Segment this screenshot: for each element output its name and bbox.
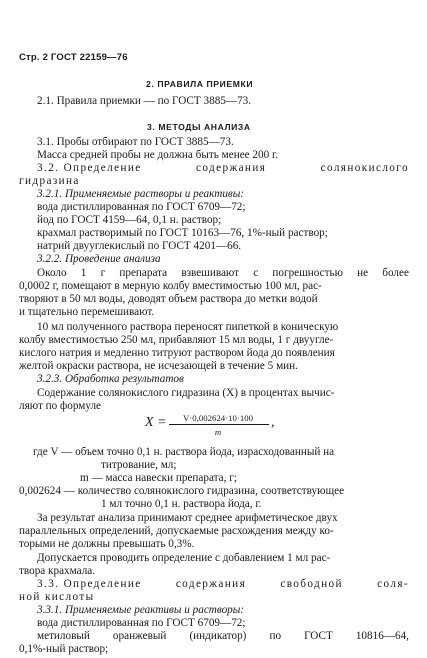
clause-3-2-word: солянокислого — [320, 161, 409, 174]
clause-3-2-title-cont: гидразина — [19, 174, 80, 187]
clause-3-2-3-title: 3.2.3. Обработка результатов — [37, 372, 184, 385]
clause-3-3-word: содержания — [175, 578, 247, 591]
word: (индикатор) — [189, 630, 247, 643]
reagent-water-2: вода дистиллированная по ГОСТ 6709—72; — [37, 617, 246, 630]
clause-3-2-1-title: 3.2.1. Применяемые растворы и реактивы: — [37, 187, 245, 200]
word: по — [269, 630, 282, 643]
formula-lhs: X = — [145, 414, 167, 430]
reagent-starch: крахмал растворимый по ГОСТ 10163—76, 1%-ный раствор; — [37, 226, 328, 239]
clause-3-3-1-title: 3.3.1. Применяемые реактивы и растворы: — [37, 604, 245, 617]
para-weighing-line-2: 0,0002 г, помещают в мерную колбу вместимостью 100 мл, рас- — [19, 279, 322, 292]
formula-denominator: m — [214, 426, 222, 437]
where-coefficient-cont: 1 мл точно 0,1 н. раствора йода, г. — [101, 498, 262, 511]
para-titration-line-4: желтой окраски раствора, не исчезающей в течение 5 мин. — [19, 359, 298, 372]
para-weighing-line-4: и тщательно перемешивают. — [19, 305, 155, 318]
word: метиловый — [37, 630, 90, 643]
reagent-methyl-orange-cont: 0,1%-ный раствор; — [19, 643, 109, 656]
clause-3-2-word: 3.2. Определение — [37, 161, 142, 174]
word: не — [357, 266, 369, 279]
clause-3-1-mass: Масса средней пробы не должна быть менее 200 г. — [37, 148, 279, 161]
word: 10816—64, — [355, 630, 409, 643]
para-result-line-2: параллельных определений, допускаемые расхождения между ко- — [19, 525, 334, 538]
clause-3-2-2-title: 3.2.2. Проведение анализа — [37, 252, 161, 265]
para-titration-line-2: колбу вместимостью 250 мл, прибавляют 15 мл воды, 1 г двууглe- — [19, 333, 334, 346]
para-weighing-line-1 — [37, 267, 409, 280]
where-v-cont: титрование, мл; — [101, 459, 177, 472]
page-header: Стр. 2 ГОСТ 22159—76 — [19, 52, 128, 63]
word: ГОСТ — [304, 630, 333, 643]
word: взвешивают — [181, 266, 240, 279]
word: г — [100, 266, 106, 279]
para-titration-line-1: 10 мл полученного раствора переносят пипеткой в коническую — [37, 320, 339, 333]
para-starch-line-1: Допускается проводить определение с добавлением 1 мл рас- — [37, 552, 331, 565]
para-titration-line-3: кислого натрия и медленно титруют раствором йода до появления — [19, 346, 335, 359]
reagent-iodine: йод по ГОСТ 4159—64, 0,1 н. раствор; — [37, 213, 222, 226]
section-3-title: 3. МЕТОДЫ АНАЛИЗА — [147, 121, 251, 132]
word: погрешностью — [272, 266, 343, 279]
reagent-bicarbonate: натрий двууглекислый по ГОСТ 4201—66. — [37, 239, 242, 252]
clause-3-3-title-cont: ной кислоты — [19, 591, 95, 604]
para-calc-line-2: ляют по формуле — [19, 399, 101, 412]
word: препарата — [119, 266, 168, 279]
reagent-methyl-orange — [37, 630, 409, 643]
para-starch-line-2: твора крахмала. — [19, 565, 96, 578]
word: более — [382, 266, 409, 279]
fraction-bar — [169, 424, 269, 425]
clause-3-3-word: соля- — [377, 578, 409, 591]
formula-numerator: V·0,002624·10·100 — [182, 412, 254, 423]
where-v: где V — объем точно 0,1 н. раствора йода, израсходованный на — [33, 446, 335, 459]
para-calc-line-1: Содержание солянокислого гидразина (X) в процентах вычис- — [37, 386, 335, 399]
para-result-line-1: За результат анализа принимают среднее арифметическое двух — [37, 512, 338, 525]
word: оранжевый — [112, 630, 167, 643]
where-coefficient: 0,002624 — количество солянокислого гидразина, соответствующее — [19, 485, 345, 498]
word: Около — [37, 266, 67, 279]
section-2-title: 2. ПРАВИЛА ПРИЕМКИ — [146, 78, 254, 89]
clause-3-3-word: 3.3. Определение — [37, 578, 142, 591]
clause-3-2-title — [37, 162, 409, 175]
word: 1 — [80, 266, 87, 279]
reagent-water: вода дистиллированная по ГОСТ 6709—72; — [37, 200, 246, 213]
clause-3-1: 3.1. Пробы отбирают по ГОСТ 3885—73. — [37, 135, 234, 148]
clause-3-2-word: содержания — [195, 161, 267, 174]
clause-3-3-word: свободной — [280, 578, 343, 591]
where-m: m — масса навески препарата, г; — [80, 472, 237, 485]
para-weighing-line-3: творяют в 50 мл воды, доводят объем раствора до метки водой — [19, 292, 318, 305]
para-result-line-3: торыми не должны превышать 0,3%. — [19, 538, 195, 551]
clause-3-3-title — [37, 578, 409, 591]
word: с — [253, 266, 259, 279]
clause-2-1: 2.1. Правила приемки — по ГОСТ 3885—73. — [37, 94, 252, 107]
formula-tail: , — [271, 414, 275, 430]
